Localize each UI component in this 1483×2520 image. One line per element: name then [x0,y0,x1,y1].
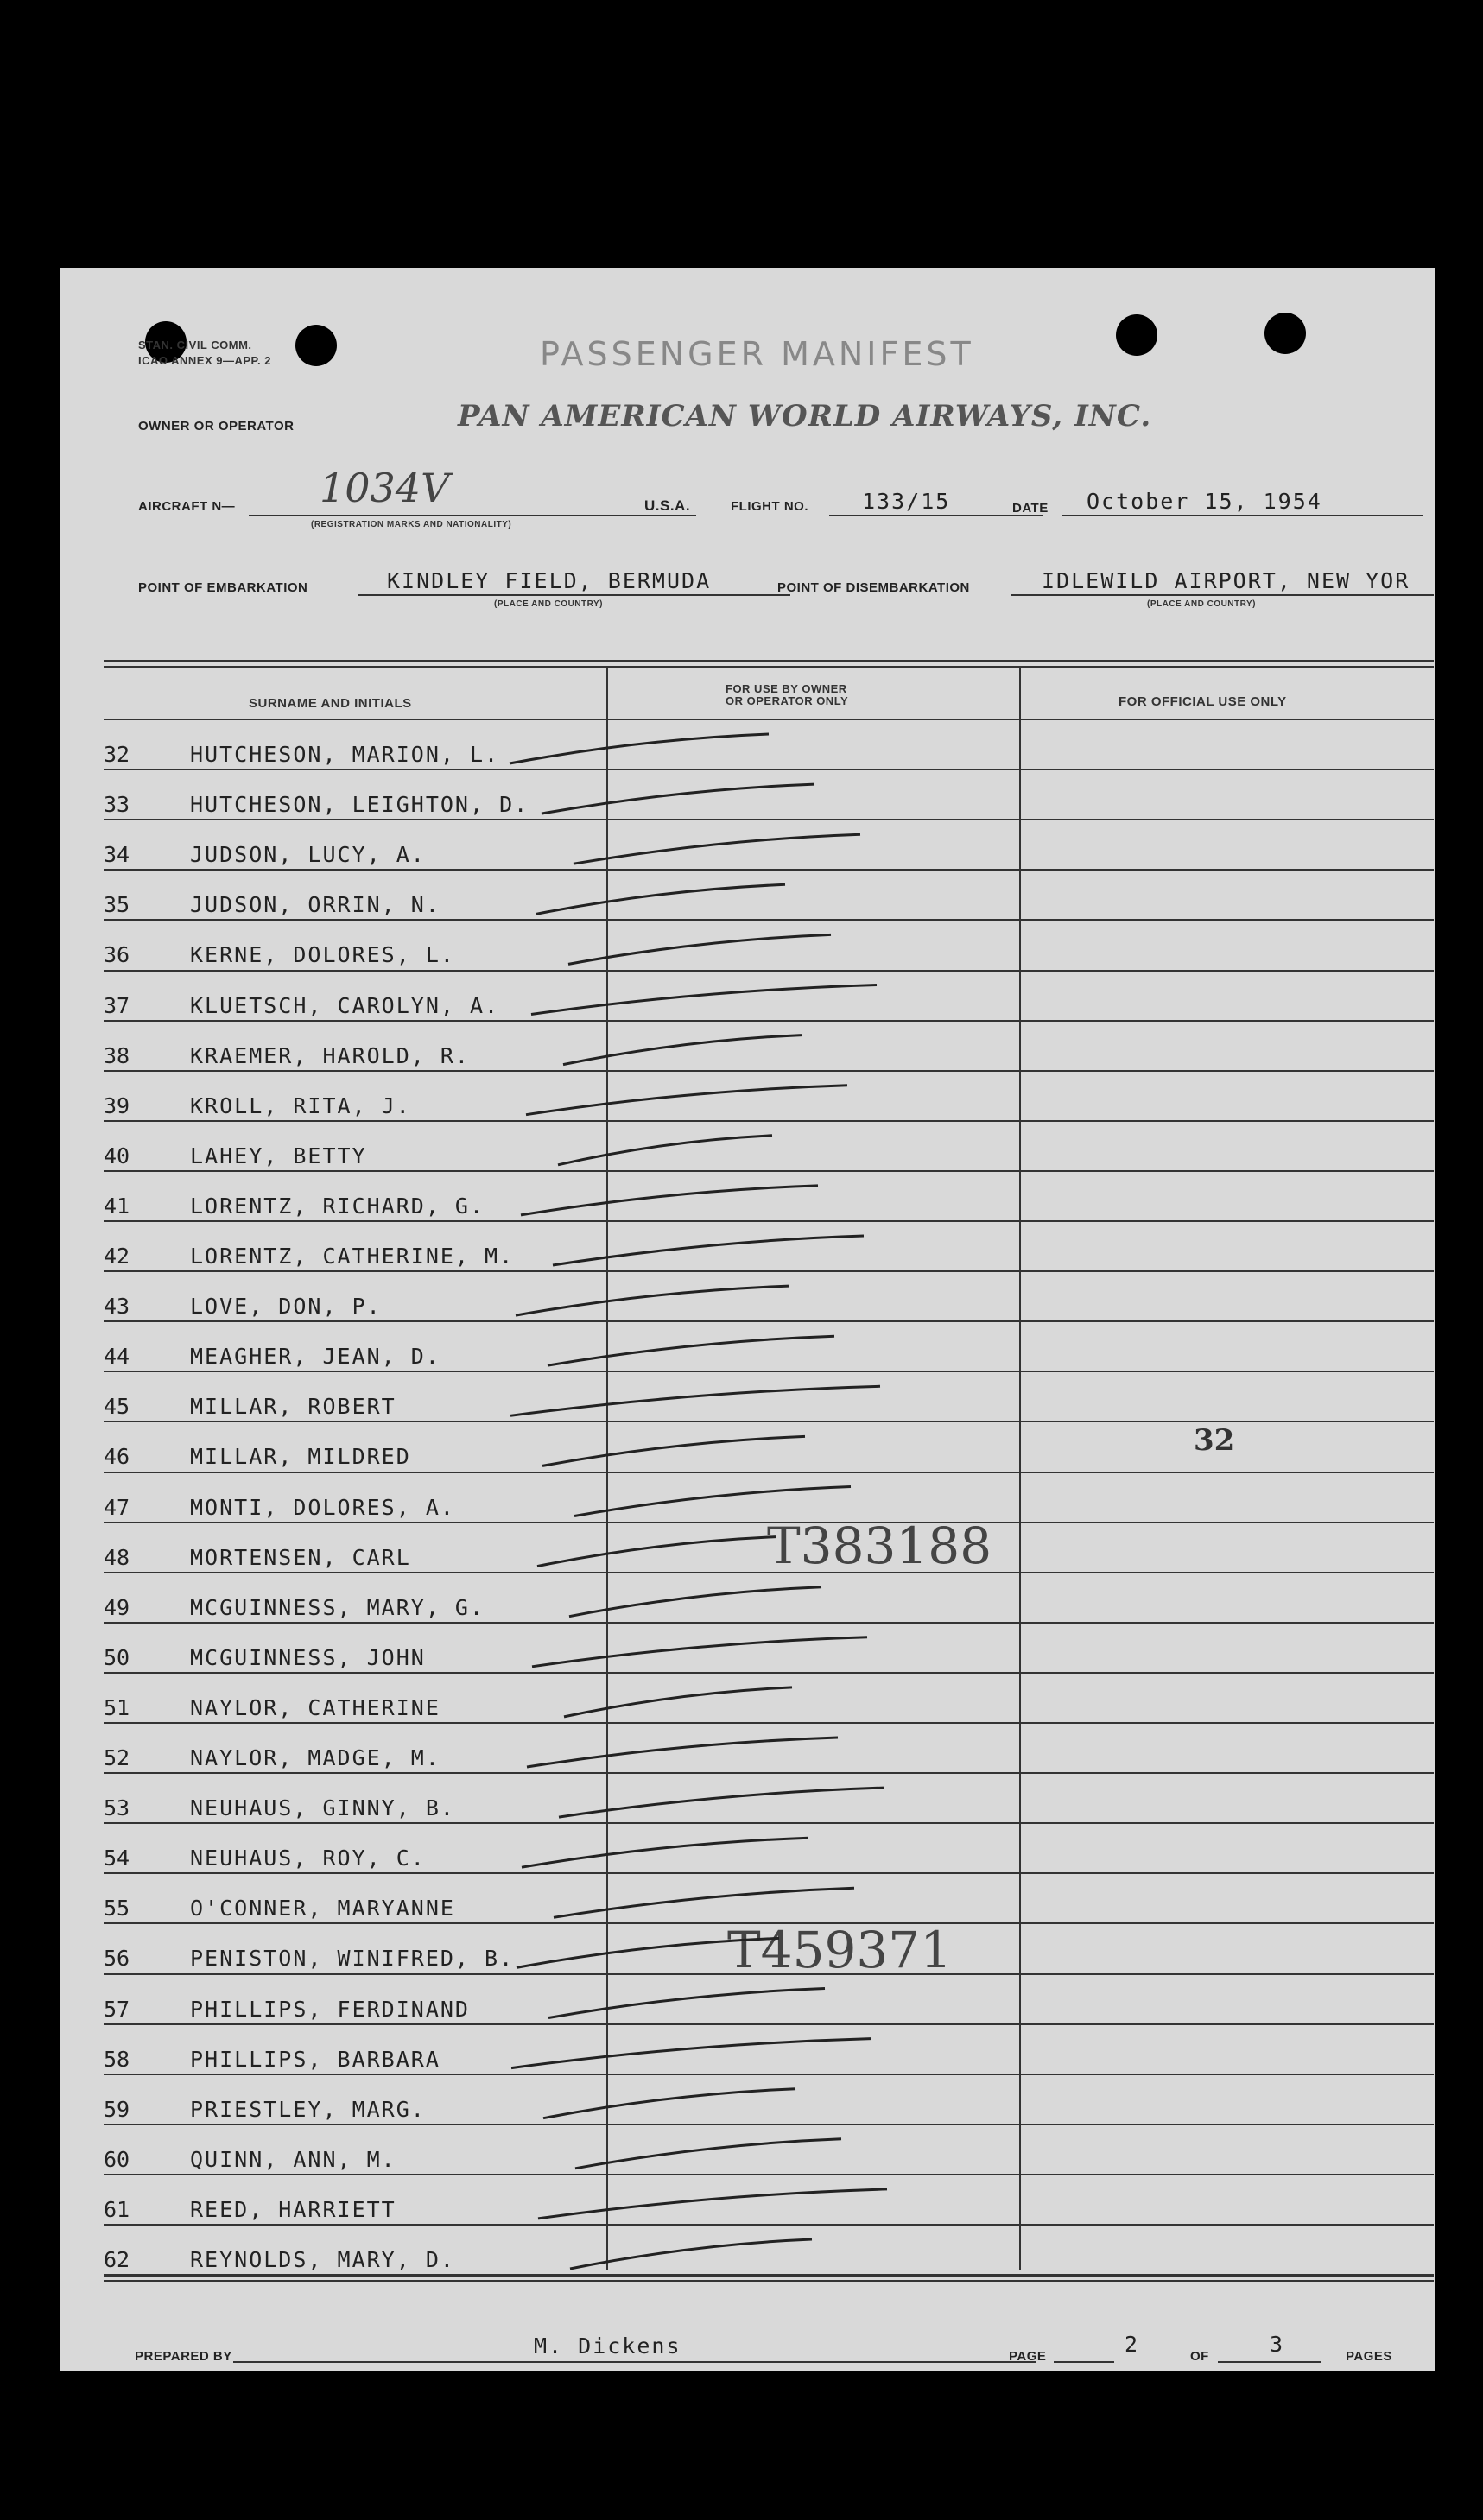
row-number: 56 [104,1946,130,1972]
passenger-name: MILLAR, ROBERT [190,1394,396,1420]
disembark-place-note: (PLACE AND COUNTRY) [1147,599,1256,609]
check-stroke [548,1989,825,2018]
registration-note: (REGISTRATION MARKS AND NATIONALITY) [311,520,512,529]
passenger-name: MCGUINNESS, JOHN [190,1644,426,1670]
check-stroke [537,1537,776,1567]
row-number: 52 [104,1745,130,1770]
page-title: PASSENGER MANIFEST [540,335,974,373]
row-number: 33 [104,792,130,818]
page-total: 3 [1270,2332,1285,2357]
column-header-owner-line2: OR OPERATOR ONLY [726,694,849,707]
check-stroke [575,2139,841,2169]
passenger-name: NAYLOR, CATHERINE [190,1694,440,1720]
pages-label: PAGES [1346,2349,1392,2364]
row-number: 42 [104,1244,130,1269]
manifest-page [60,268,1435,2371]
check-stroke [527,1738,838,1767]
check-stroke [554,1888,854,1917]
check-stroke [559,1788,884,1817]
row-number: 41 [104,1193,130,1219]
embarkation-label: POINT OF EMBARKATION [138,580,308,595]
embarkation-point: KINDLEY FIELD, BERMUDA [387,568,712,593]
passenger-name: REYNOLDS, MARY, D. [190,2247,455,2272]
check-stroke [536,884,785,914]
passenger-name: LAHEY, BETTY [190,1143,367,1168]
disembarkation-label: POINT OF DISEMBARKATION [777,580,970,595]
check-stroke [574,1487,851,1516]
row-number: 59 [104,2096,130,2122]
row-number: 46 [104,1444,130,1470]
row-number: 51 [104,1694,130,1720]
prepared-by-label: PREPARED BY [135,2349,232,2364]
flight-number: 133/15 [862,489,951,514]
passenger-name: JUDSON, ORRIN, N. [190,892,440,918]
check-stroke [543,2089,795,2118]
check-stroke [570,2239,812,2269]
passenger-name: PHILLIPS, BARBARA [190,2046,440,2072]
flight-no-label: FLIGHT NO. [731,499,808,514]
ticket-number-2: T459371 [727,1921,953,1979]
passenger-name: QUINN, ANN, M. [190,2146,396,2172]
check-stroke [510,734,769,763]
check-stroke [548,1336,834,1365]
pen-check-marks [60,268,1435,2371]
row-number: 60 [104,2146,130,2172]
check-stroke [517,1938,779,1967]
passenger-name: NAYLOR, MADGE, M. [190,1745,440,1770]
check-stroke [569,1587,821,1617]
passenger-name: JUDSON, LUCY, A. [190,842,426,868]
check-stroke [522,1838,808,1867]
row-number: 38 [104,1042,130,1068]
row-number: 36 [104,942,130,968]
check-stroke [542,1436,805,1466]
aircraft-label: AIRCRAFT N— [138,499,236,514]
passenger-name: O'CONNER, MARYANNE [190,1896,455,1922]
passenger-name: NEUHAUS, ROY, C. [190,1846,426,1871]
row-number: 55 [104,1896,130,1922]
check-stroke [510,1386,880,1415]
row-number: 48 [104,1544,130,1570]
of-label: OF [1190,2349,1209,2364]
check-stroke [574,834,860,864]
row-number: 57 [104,1996,130,2022]
row-number: 37 [104,992,130,1018]
row-number: 34 [104,842,130,868]
check-stroke [564,1687,792,1717]
row-number: 62 [104,2247,130,2272]
column-header-owner-line1: FOR USE BY OWNER [726,682,847,695]
passenger-name: MORTENSEN, CARL [190,1544,411,1570]
passenger-name: LOVE, DON, P. [190,1294,382,1320]
page-label: PAGE [1009,2349,1047,2364]
form-reference-line1: STAN. CIVIL COMM. [138,339,252,351]
column-header-surname: SURNAME AND INITIALS [249,696,412,711]
check-stroke [553,1236,864,1265]
check-stroke [568,934,831,964]
check-stroke [542,784,814,814]
passenger-name: LORENTZ, CATHERINE, M. [190,1244,515,1269]
date-label: DATE [1012,501,1049,516]
row-number: 32 [104,742,130,767]
disembarkation-point: IDLEWILD AIRPORT, NEW YOR [1042,568,1410,593]
row-number: 44 [104,1344,130,1370]
row-number: 49 [104,1594,130,1620]
passenger-name: MEAGHER, JEAN, D. [190,1344,440,1370]
passenger-name: MONTI, DOLORES, A. [190,1494,455,1520]
check-stroke [532,1637,867,1667]
check-stroke [516,1286,789,1315]
column-header-official: FOR OFFICIAL USE ONLY [1119,694,1287,709]
passenger-name: NEUHAUS, GINNY, B. [190,1795,455,1821]
check-stroke [511,2039,871,2068]
passenger-name: KROLL, RITA, J. [190,1092,411,1118]
row-number: 45 [104,1394,130,1420]
passenger-name: MCGUINNESS, MARY, G. [190,1594,485,1620]
passenger-name: LORENTZ, RICHARD, G. [190,1193,485,1219]
check-stroke [563,1035,802,1065]
embark-place-note: (PLACE AND COUNTRY) [494,599,603,609]
row-number: 43 [104,1294,130,1320]
operator-name: PAN AMERICAN WORLD AIRWAYS, INC. [458,399,1152,434]
row-number: 53 [104,1795,130,1821]
check-stroke [526,1086,847,1115]
row-number: 40 [104,1143,130,1168]
passenger-name: KERNE, DOLORES, L. [190,942,455,968]
check-stroke [531,985,877,1015]
usa-label: U.S.A. [644,497,691,514]
passenger-name: HUTCHESON, MARION, L. [190,742,500,767]
row-number: 39 [104,1092,130,1118]
passenger-name: REED, HARRIETT [190,2196,396,2222]
form-reference-line2: ICAO ANNEX 9—APP. 2 [138,354,271,367]
passenger-name: HUTCHESON, LEIGHTON, D. [190,792,529,818]
passenger-name: PHILLIPS, FERDINAND [190,1996,470,2022]
passenger-name: KRAEMER, HAROLD, R. [190,1042,470,1068]
passenger-name: PENISTON, WINIFRED, B. [190,1946,515,1972]
row-number: 54 [104,1846,130,1871]
flight-date: October 15, 1954 [1087,489,1322,514]
official-count: 32 [1194,1423,1235,1458]
owner-label: OWNER OR OPERATOR [138,419,295,434]
row-number: 35 [104,892,130,918]
page-number: 2 [1125,2332,1140,2357]
passenger-name: PRIESTLEY, MARG. [190,2096,426,2122]
ticket-number-1: T383188 [767,1516,992,1575]
check-stroke [538,2189,887,2219]
aircraft-registration: 1034V [320,465,450,511]
check-stroke [521,1186,818,1215]
row-number: 61 [104,2196,130,2222]
passenger-name: KLUETSCH, CAROLYN, A. [190,992,500,1018]
row-number: 58 [104,2046,130,2072]
passenger-name: MILLAR, MILDRED [190,1444,411,1470]
row-number: 50 [104,1644,130,1670]
prepared-by-name: M. Dickens [534,2333,681,2359]
check-stroke [558,1136,772,1165]
row-number: 47 [104,1494,130,1520]
